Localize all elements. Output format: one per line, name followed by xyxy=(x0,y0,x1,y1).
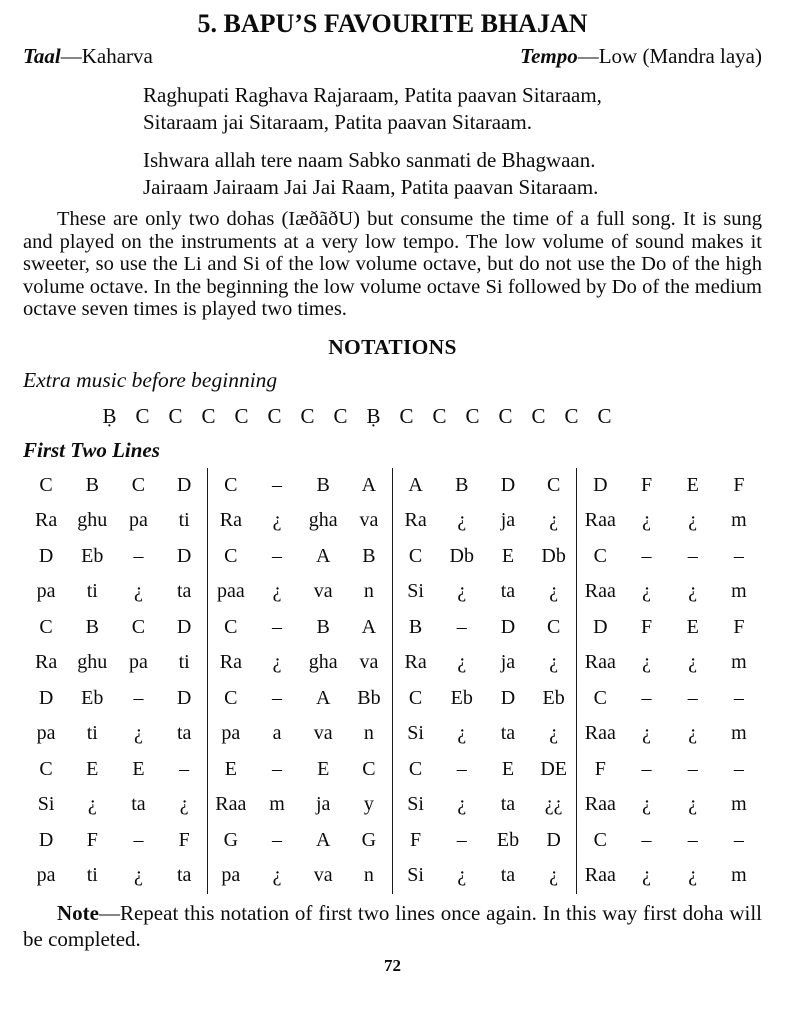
notation-cell: C xyxy=(408,544,423,567)
music-note: C xyxy=(333,403,348,428)
notation-cell: ta xyxy=(162,716,208,752)
notation-cell: A xyxy=(315,686,331,709)
verse-2 xyxy=(143,147,762,201)
notation-cell: – xyxy=(687,828,698,851)
notation-cell: – xyxy=(733,686,744,709)
lyrics-block xyxy=(143,82,762,201)
notation-cell: – xyxy=(133,686,144,709)
notation-cell: Raa xyxy=(584,722,616,745)
notation-cell: n xyxy=(346,574,392,610)
notation-cell: – xyxy=(456,615,467,638)
notation-cell: Raa xyxy=(215,793,247,816)
notation-cell: D xyxy=(162,681,208,717)
notation-cell: ¿ xyxy=(642,651,651,674)
page-title: 5. BAPU’S FAVOURITE BHAJAN xyxy=(197,9,588,38)
music-note: Ḅ xyxy=(102,403,117,428)
notation-cell: y xyxy=(346,787,392,823)
music-note: C xyxy=(399,403,414,428)
notation-cell: E xyxy=(501,544,515,567)
notation-cell: ta xyxy=(500,580,516,603)
notation-cell: – xyxy=(641,757,652,780)
notation-cell: pa xyxy=(221,722,241,745)
notation-cell: ta xyxy=(500,722,516,745)
notation-cell: G xyxy=(346,823,392,859)
notation-cell: C xyxy=(131,615,146,638)
notation-cell: B xyxy=(316,615,330,638)
notation-cell: A xyxy=(315,544,331,567)
notation-cell: Ra xyxy=(34,509,58,532)
notation-cell: – xyxy=(272,828,283,851)
notation-cell: ti xyxy=(162,645,208,681)
notation-cell: ta xyxy=(162,858,208,894)
notation-cell: – xyxy=(641,686,652,709)
notation-cell: C xyxy=(39,757,53,780)
notation-cell: ti xyxy=(86,864,98,887)
notation-cell: C xyxy=(593,828,608,851)
notation-cell: E xyxy=(686,615,699,638)
notation-cell: m xyxy=(731,509,747,532)
notation-cell: m xyxy=(731,722,747,745)
notation-cell: m xyxy=(731,651,747,674)
notation-cell: E xyxy=(132,757,145,780)
notation-cell: pa xyxy=(129,509,148,532)
notation-cell: B xyxy=(408,615,423,638)
notation-cell: Ra xyxy=(34,651,58,674)
taal-label: Taal xyxy=(23,44,61,68)
note-paragraph xyxy=(23,900,762,952)
notation-cell: G xyxy=(223,828,239,851)
description-paragraph: These are only two dohas (IæðãðU) but consume the time of a full song. It is sung and played on the instruments at a very low tempo. The low volume of sound makes it sweeter, so use the Li and Si of the low volume octave, but do not use the Do of the high volume octave. In the beginning the low volume octave Si followed by Do of the medium octave seven times is played two times. xyxy=(23,208,762,320)
music-note: C xyxy=(432,403,447,428)
meta-row xyxy=(23,42,762,71)
notation-cell: C xyxy=(39,473,53,496)
notation-cell: ti xyxy=(86,580,98,603)
notation-cell: B xyxy=(455,473,469,496)
notation-cell: ghu xyxy=(77,509,108,532)
tempo-value: Low (Mandra laya) xyxy=(598,44,762,68)
notation-cell: F xyxy=(594,757,606,780)
notation-cell: B xyxy=(85,473,99,496)
notation-cell: Ra xyxy=(404,651,427,674)
notation-cell: A xyxy=(408,473,423,496)
notation-cell: ¿ xyxy=(642,793,651,816)
notation-cell: E xyxy=(224,757,237,780)
notation-row xyxy=(23,858,762,894)
notation-cell: ti xyxy=(86,722,98,745)
notation-cell: Bb xyxy=(346,681,392,717)
notations-heading: NOTATIONS xyxy=(328,334,457,359)
extra-music-label: Extra music before beginning xyxy=(23,367,278,392)
notation-row xyxy=(23,539,762,575)
music-note: C xyxy=(498,403,513,428)
notation-cell: – xyxy=(687,757,698,780)
notation-cell: ghu xyxy=(77,651,108,674)
notation-cell: A xyxy=(315,828,331,851)
notation-cell: Ra xyxy=(219,509,242,532)
notation-cell: C xyxy=(408,757,423,780)
notation-cell: a xyxy=(272,722,282,745)
notation-cell: pa xyxy=(221,864,241,887)
notation-cell: D xyxy=(531,823,577,859)
notation-cell: m xyxy=(731,793,747,816)
notation-cell: E xyxy=(317,757,330,780)
notation-cell: – xyxy=(272,544,283,567)
notation-cell: ja xyxy=(500,651,516,674)
music-note: C xyxy=(465,403,480,428)
notation-cell: pa xyxy=(36,722,56,745)
notation-cell: ta xyxy=(500,793,516,816)
notation-cell: D xyxy=(500,686,516,709)
page-number: 72 xyxy=(384,955,401,975)
notation-cell: – xyxy=(133,544,144,567)
notation-cell: ¿ xyxy=(134,580,143,603)
notation-cell: ¿ xyxy=(688,651,698,674)
notation-row xyxy=(23,752,762,788)
extra-music-notes-row xyxy=(93,401,762,431)
note-text: Repeat this notation of first two lines once again. In this way first doha will be completed. xyxy=(23,900,762,951)
notation-cell: C xyxy=(224,615,238,638)
notation-cell: Si xyxy=(37,793,55,816)
notation-row xyxy=(23,681,762,717)
music-note: C xyxy=(135,403,150,428)
notation-cell: m xyxy=(731,864,747,887)
notation-cell: ¿ xyxy=(688,722,698,745)
notation-cell: va xyxy=(313,722,333,745)
notation-cell: gha xyxy=(308,651,338,674)
notation-cell: ¿ xyxy=(134,864,143,887)
notation-row xyxy=(23,610,762,646)
notation-cell: Si xyxy=(407,722,424,745)
notation-cell: – xyxy=(272,686,283,709)
verse-line: Sitaraam jai Sitaraam, Patita paavan Sitaraam. xyxy=(143,110,532,134)
verse-line: Raghupati Raghava Rajaraam, Patita paavan Sitaraam, xyxy=(143,83,602,107)
notation-cell: B xyxy=(316,473,330,496)
notation-cell: Raa xyxy=(584,580,616,603)
notation-cell: – xyxy=(687,544,698,567)
notation-cell: Si xyxy=(407,793,424,816)
notation-cell: va xyxy=(346,503,392,539)
notation-cell: ¿ xyxy=(531,858,577,894)
note-label: Note xyxy=(57,900,99,925)
notation-cell: – xyxy=(133,828,144,851)
notation-cell: ¿ xyxy=(642,864,651,887)
notation-cell: D xyxy=(593,473,608,496)
notation-row xyxy=(23,503,762,539)
notation-cell: ¿ xyxy=(272,864,282,887)
notation-cell: Eb xyxy=(450,686,473,709)
notation-cell: n xyxy=(346,858,392,894)
notation-cell: Eb xyxy=(531,681,577,717)
notation-cell: – xyxy=(687,686,698,709)
music-note: C xyxy=(597,403,612,428)
notation-cell: ja xyxy=(500,509,516,532)
notation-cell: ¿ xyxy=(272,651,282,674)
notation-cell: C xyxy=(408,686,423,709)
notation-cell: ¿ xyxy=(87,793,97,816)
notation-cell: F xyxy=(410,828,422,851)
music-note: C xyxy=(267,403,282,428)
notation-cell: Eb xyxy=(496,828,520,851)
notation-cell: ¿ xyxy=(457,509,467,532)
music-note: C xyxy=(564,403,579,428)
notation-cell: ¿ xyxy=(688,864,698,887)
notation-cell: D xyxy=(500,473,516,496)
notation-cell: – xyxy=(272,473,283,496)
music-note: C xyxy=(300,403,315,428)
notation-cell: Ra xyxy=(219,651,242,674)
notation-cell: ¿ xyxy=(642,509,651,532)
notation-cell: ¿ xyxy=(531,716,577,752)
notation-cell: ti xyxy=(162,503,208,539)
notation-cell: ¿ xyxy=(457,722,467,745)
notation-cell: ¿ xyxy=(457,651,467,674)
notation-cell: Raa xyxy=(584,793,616,816)
notation-cell: ta xyxy=(162,574,208,610)
notation-cell: C xyxy=(224,686,238,709)
notation-cell: n xyxy=(346,716,392,752)
notation-cell: ¿ xyxy=(642,722,651,745)
notation-cell: – xyxy=(456,828,467,851)
verse-line: Ishwara allah tere naam Sabko sanmati de Bhagwaan. xyxy=(143,148,596,172)
notation-table xyxy=(23,468,762,894)
notation-cell: – xyxy=(641,828,652,851)
taal-dash: — xyxy=(60,44,82,68)
notation-cell: C xyxy=(531,468,577,504)
notation-row xyxy=(23,574,762,610)
taal-value: Kaharva xyxy=(81,44,153,68)
notation-cell: C xyxy=(531,610,577,646)
notation-cell: ¿¿ xyxy=(531,787,577,823)
verse-line: Jairaam Jairaam Jai Jai Raam, Patita paavan Sitaraam. xyxy=(143,175,599,199)
tempo-dash: — xyxy=(577,44,599,68)
notation-cell: D xyxy=(162,610,208,646)
notation-cell: – xyxy=(641,544,652,567)
notation-cell: C xyxy=(346,752,392,788)
notation-cell: B xyxy=(346,539,392,575)
notation-cell: Raa xyxy=(584,509,616,532)
tempo-label: Tempo xyxy=(520,44,578,68)
notation-cell: pa xyxy=(129,651,148,674)
notation-cell: ¿ xyxy=(531,574,577,610)
notation-cell: F xyxy=(733,473,745,496)
notation-cell: C xyxy=(224,544,238,567)
notation-cell: F xyxy=(640,473,653,496)
notation-cell: – xyxy=(162,752,208,788)
notation-cell: ¿ xyxy=(272,580,282,603)
notation-cell: va xyxy=(313,580,333,603)
notation-cell: F xyxy=(640,615,653,638)
notation-cell: F xyxy=(733,615,745,638)
notation-cell: – xyxy=(733,544,744,567)
notation-cell: va xyxy=(346,645,392,681)
notation-row xyxy=(23,645,762,681)
notation-cell: Db xyxy=(449,544,474,567)
notation-cell: D xyxy=(38,544,54,567)
notation-cell: Si xyxy=(407,580,424,603)
notation-row xyxy=(23,716,762,752)
notation-cell: Db xyxy=(531,539,577,575)
music-note: C xyxy=(201,403,216,428)
notation-cell: E xyxy=(86,757,99,780)
notation-cell: ¿ xyxy=(457,864,467,887)
notation-cell: pa xyxy=(36,580,56,603)
notation-cell: E xyxy=(501,757,515,780)
notation-cell: D xyxy=(38,686,54,709)
music-note: C xyxy=(531,403,546,428)
notation-cell: C xyxy=(39,615,53,638)
notation-cell: C xyxy=(224,473,238,496)
notation-cell: Eb xyxy=(81,544,104,567)
notation-cell: ¿ xyxy=(531,645,577,681)
notation-cell: ¿ xyxy=(531,503,577,539)
notation-cell: F xyxy=(86,828,98,851)
notation-cell: Eb xyxy=(81,686,104,709)
notation-cell: – xyxy=(733,828,744,851)
notation-cell: ¿ xyxy=(457,793,467,816)
notation-cell: D xyxy=(38,828,54,851)
notation-cell: Raa xyxy=(584,651,616,674)
notation-cell: ¿ xyxy=(642,580,651,603)
notation-cell: D xyxy=(162,539,208,575)
notation-cell: ¿ xyxy=(457,580,467,603)
notation-row xyxy=(23,787,762,823)
notation-row xyxy=(23,823,762,859)
first-two-lines-label: First Two Lines xyxy=(23,437,160,462)
note-dash: — xyxy=(98,900,120,925)
notation-cell: paa xyxy=(216,580,245,603)
notation-cell: Raa xyxy=(584,864,616,887)
notation-row xyxy=(23,468,762,504)
notation-cell: D xyxy=(162,468,208,504)
notation-cell: ¿ xyxy=(688,509,698,532)
notation-cell: ta xyxy=(131,793,146,816)
notation-cell: A xyxy=(346,468,392,504)
notation-cell: D xyxy=(593,615,608,638)
notation-cell: D xyxy=(500,615,516,638)
verse-1 xyxy=(143,82,762,136)
notation-cell: ta xyxy=(500,864,516,887)
notation-cell: C xyxy=(593,544,608,567)
notation-cell: ¿ xyxy=(134,722,143,745)
notation-cell: – xyxy=(456,757,467,780)
music-note: C xyxy=(234,403,249,428)
notation-cell: E xyxy=(686,473,699,496)
taal-info xyxy=(23,42,153,71)
notation-cell: – xyxy=(733,757,744,780)
notation-cell: Si xyxy=(407,864,424,887)
notation-cell: – xyxy=(272,757,283,780)
notation-cell: ¿ xyxy=(162,787,208,823)
notation-cell: DE xyxy=(531,752,577,788)
notation-cell: ¿ xyxy=(272,509,282,532)
notation-cell: pa xyxy=(36,864,56,887)
notation-cell: m xyxy=(269,793,285,816)
notation-cell: C xyxy=(593,686,608,709)
notation-cell: gha xyxy=(308,509,338,532)
music-note: C xyxy=(168,403,183,428)
music-note: Ḅ xyxy=(366,403,381,428)
tempo-info xyxy=(520,42,762,71)
notation-cell: Ra xyxy=(404,509,427,532)
notation-cell: ¿ xyxy=(688,793,698,816)
notation-cell: C xyxy=(131,473,146,496)
notation-cell: ¿ xyxy=(688,580,698,603)
notation-cell: ja xyxy=(316,793,331,816)
notation-cell: F xyxy=(162,823,208,859)
notation-cell: A xyxy=(346,610,392,646)
notation-cell: va xyxy=(313,864,333,887)
notation-cell: – xyxy=(272,615,283,638)
notation-cell: m xyxy=(731,580,747,603)
notation-cell: B xyxy=(85,615,99,638)
